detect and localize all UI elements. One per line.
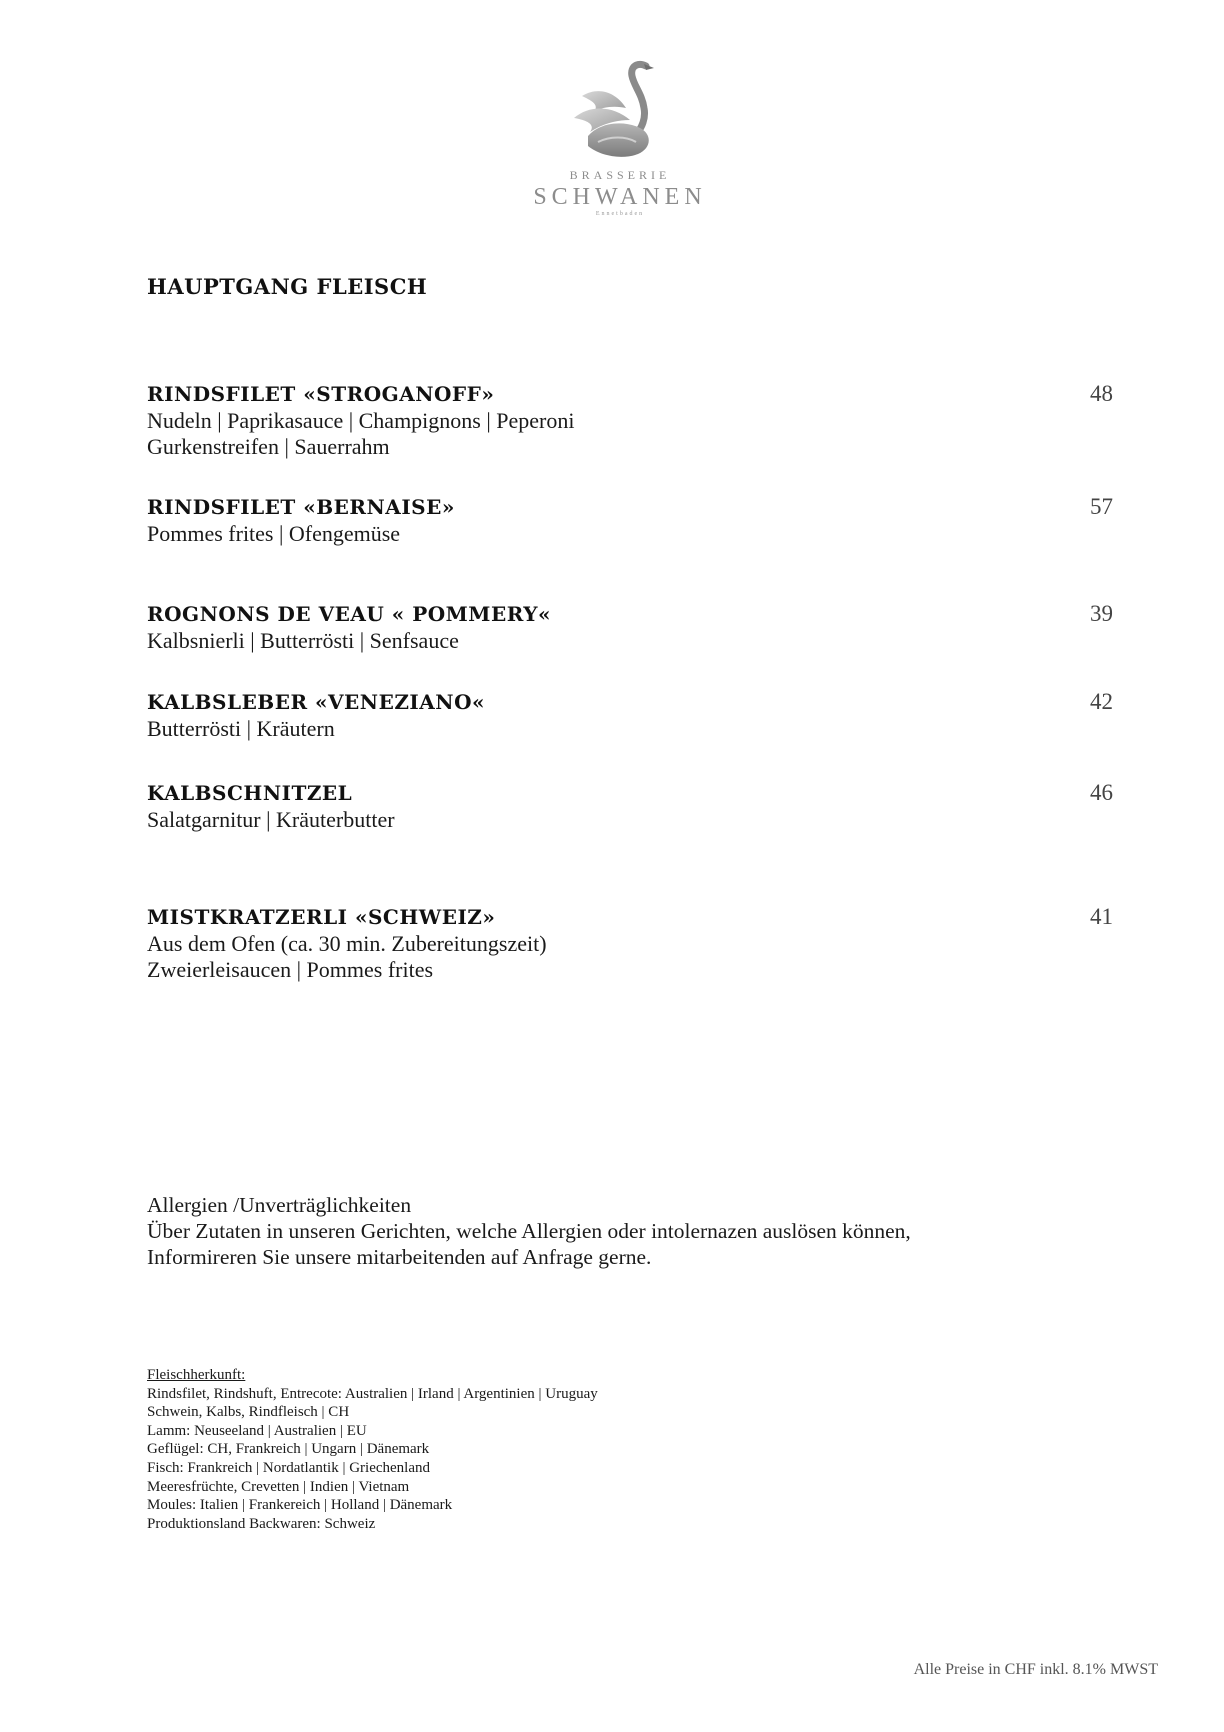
dish-item <box>147 903 1113 983</box>
dish-name: RINDSFILET «BERNAISE» <box>147 495 455 519</box>
dish-description: Kalbsnierli | Butterrösti | Senfsauce <box>147 628 459 653</box>
dish-item <box>147 600 1113 654</box>
swan-icon <box>560 56 680 160</box>
dish-name: KALBSCHNITZEL <box>147 781 353 805</box>
dish-description: Nudeln | Paprikasauce | Champignons | Peperoni <box>147 408 575 433</box>
allergy-notice <box>147 1192 911 1270</box>
dish-name: MISTKRATZERLI «SCHWEIZ» <box>147 905 496 929</box>
dish-price: 41 <box>1090 904 1113 929</box>
origin-title: Fleischherkunft: <box>147 1367 246 1383</box>
dish-price: 39 <box>1090 601 1113 626</box>
origin-line: Geflügel: CH, Frankreich | Ungarn | Dänemark <box>147 1441 430 1458</box>
logo-main-text: SCHWANEN <box>533 184 707 210</box>
dish-price: 42 <box>1090 689 1113 714</box>
origin-line: Lamm: Neuseeland | Australien | EU <box>147 1422 367 1439</box>
origin-line: Fisch: Frankreich | Nordatlantik | Griechenland <box>147 1459 431 1476</box>
price-footnote: Alle Preise in CHF inkl. 8.1% MWST <box>913 1661 1158 1678</box>
dish-item <box>147 688 1113 742</box>
dish-name: ROGNONS DE VEAU « POMMERY« <box>147 602 551 626</box>
dish-description: Aus dem Ofen (ca. 30 min. Zubereitungszeit) <box>147 931 547 956</box>
dish-description: Zweierleisaucen | Pommes frites <box>147 957 434 982</box>
dish-description: Pommes frites | Ofengemüse <box>147 521 401 546</box>
allergy-text: Über Zutaten in unseren Gerichten, welche Allergien oder intolernazen auslösen können, <box>147 1219 911 1243</box>
origin-line: Rindsfilet, Rindshuft, Entrecote: Australien | Irland | Argentinien | Uruguay <box>147 1385 598 1402</box>
dish-price: 48 <box>1090 381 1113 406</box>
dish-price: 46 <box>1090 780 1113 805</box>
dish-description: Salatgarnitur | Kräuterbutter <box>147 807 395 832</box>
dish-price: 57 <box>1090 494 1113 519</box>
dish-item <box>147 779 1113 833</box>
dish-description: Gurkenstreifen | Sauerrahm <box>147 434 390 459</box>
dish-description: Butterrösti | Kräutern <box>147 716 335 741</box>
origin-line: Moules: Italien | Frankereich | Holland | Dänemark <box>147 1497 453 1514</box>
dish-item <box>147 493 1113 547</box>
allergy-title: Allergien /Unverträglichkeiten <box>147 1193 412 1217</box>
origin-line: Schwein, Kalbs, Rindfleisch | CH <box>147 1404 350 1421</box>
meat-origin <box>147 1366 598 1533</box>
allergy-text: Informireren Sie unsere mitarbeitenden auf Anfrage gerne. <box>147 1245 652 1269</box>
brasserie-logo <box>520 56 720 217</box>
section-title: HAUPTGANG FLEISCH <box>147 274 428 299</box>
origin-line: Meeresfrüchte, Crevetten | Indien | Vietnam <box>147 1478 410 1495</box>
logo-sub-text: Ennetbaden <box>595 211 645 217</box>
dish-item <box>147 380 1113 460</box>
logo-top-text: BRASSERIE <box>569 168 671 182</box>
dish-name: RINDSFILET «STROGANOFF» <box>147 382 495 406</box>
origin-line: Produktionsland Backwaren: Schweiz <box>147 1515 376 1532</box>
dish-name: KALBSLEBER «VENEZIANO« <box>147 690 486 714</box>
